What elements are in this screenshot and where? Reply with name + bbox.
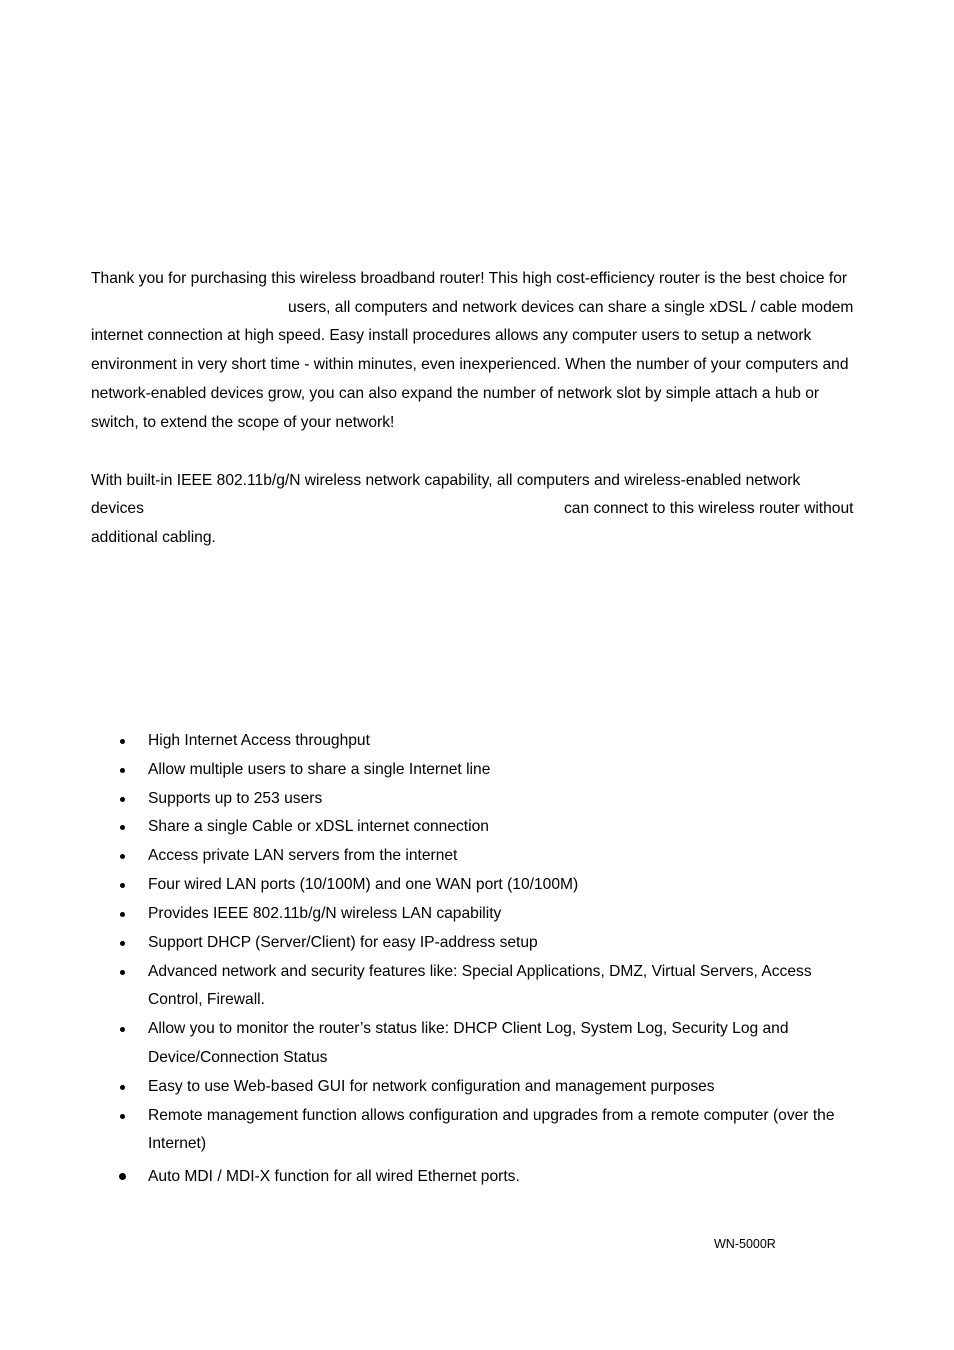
feature-item: Easy to use Web-based GUI for network configuration and management purposes — [148, 1078, 715, 1095]
feature-item: Advanced network and security features like: Special Applications, DMZ, Virtual Servers, Access — [148, 963, 812, 980]
intro-line-6: switch, to extend the scope of your network! — [91, 414, 395, 431]
feature-item: Allow multiple users to share a single Internet line — [148, 761, 491, 778]
intro-line-2: users, all computers and network devices can share a single xDSL / cable modem — [288, 299, 854, 316]
intro-line-4: environment in very short time - within minutes, even inexperienced. When the number of your computers and — [91, 356, 849, 373]
bullet-icon — [120, 825, 125, 830]
feature-item: Access private LAN servers from the internet — [148, 847, 458, 864]
bullet-icon — [120, 797, 125, 802]
feature-item: Support DHCP (Server/Client) for easy IP-address setup — [148, 934, 538, 951]
wireless-line-2-start: devices — [91, 500, 144, 517]
intro-line-5: network-enabled devices grow, you can also expand the number of network slot by simple attach a hub or — [91, 385, 820, 402]
bullet-icon — [119, 1173, 126, 1180]
feature-item: Auto MDI / MDI-X function for all wired Ethernet ports. — [148, 1168, 520, 1185]
feature-item: Allow you to monitor the router’s status like: DHCP Client Log, System Log, Security Log and — [148, 1020, 789, 1037]
feature-item: Four wired LAN ports (10/100M) and one WAN port (10/100M) — [148, 876, 579, 893]
bullet-icon — [120, 739, 125, 744]
bullet-icon — [120, 1114, 125, 1119]
bullet-icon — [120, 1027, 125, 1032]
feature-item-continuation: Internet) — [148, 1135, 207, 1152]
wireless-line-1: With built-in IEEE 802.11b/g/N wireless network capability, all computers and wireless-enabled network — [91, 472, 801, 489]
footer-model-label: WN-5000R — [714, 1237, 776, 1251]
bullet-icon — [120, 768, 125, 773]
bullet-icon — [120, 854, 125, 859]
intro-line-3: internet connection at high speed. Easy install procedures allows any computer users to setup a network — [91, 327, 812, 344]
intro-line-1: Thank you for purchasing this wireless broadband router! This high cost-efficiency router is the best choice for — [91, 270, 848, 287]
feature-item: High Internet Access throughput — [148, 732, 370, 749]
bullet-icon — [120, 970, 125, 975]
bullet-icon — [120, 883, 125, 888]
wireless-line-2-end: can connect to this wireless router without — [564, 500, 854, 517]
feature-item: Provides IEEE 802.11b/g/N wireless LAN capability — [148, 905, 502, 922]
bullet-icon — [120, 1085, 125, 1090]
feature-item-continuation: Control, Firewall. — [148, 991, 265, 1008]
feature-item: Share a single Cable or xDSL internet connection — [148, 818, 489, 835]
wireless-line-3: additional cabling. — [91, 529, 216, 546]
bullet-icon — [120, 941, 125, 946]
feature-item: Supports up to 253 users — [148, 790, 323, 807]
feature-item: Remote management function allows configuration and upgrades from a remote computer (over the — [148, 1107, 835, 1124]
bullet-icon — [120, 912, 125, 917]
feature-item-continuation: Device/Connection Status — [148, 1049, 328, 1066]
